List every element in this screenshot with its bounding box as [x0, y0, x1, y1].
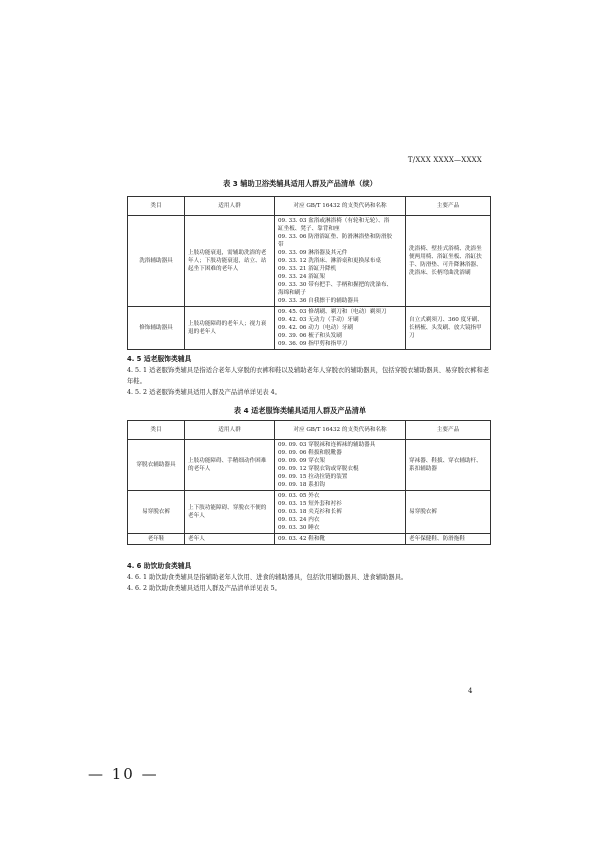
- table-row: [128, 440, 491, 491]
- products-cell: 穿袜器、鞋拔、穿衣辅助杆、系扣辅助器: [406, 440, 491, 491]
- code-line: 09. 03. 42 鞋和靴: [278, 536, 326, 542]
- code-line: 09. 33. 36 自我擦干的辅助器具: [278, 298, 359, 304]
- codes-cell: [275, 491, 406, 534]
- code-line: 带: [278, 242, 284, 248]
- paragraph: 4. 5. 1 适老服饰类辅具是指适合老年人穿脱的衣裤和鞋以及辅助老年人穿脱衣的辅助器具，包括穿脱衣辅助器具、易穿脱衣裤和老年鞋。: [127, 367, 490, 385]
- category-cell: 穿脱衣辅助器具: [128, 440, 185, 491]
- population-cell: 上下肢功能障碍、穿脱衣不便的老年人: [185, 491, 275, 534]
- document-code: T/XXX XXXX—XXXX: [407, 156, 482, 164]
- col-header-products: 主要产品: [406, 197, 491, 216]
- code-line: 09. 03. 18 夹克衫和长裤: [278, 509, 342, 515]
- products-cell: 洗浴椅、壁挂式浴椅、洗浴坐便两用椅、浴缸坐板、浴缸扶手、防滑垫、可升降淋浴器、洗浴床、长柄弯曲洗浴刷: [406, 216, 491, 307]
- code-line: 09. 03. 15 短外套和衬衫: [278, 501, 342, 507]
- population-cell: 上肢功能障碍的老年人；视力衰退的老年人: [185, 307, 275, 350]
- code-line: 09. 42. 03 无动力（手动）牙刷: [278, 317, 359, 323]
- code-line: 09. 33. 21 浴缸升降机: [278, 266, 337, 272]
- products-cell: 易穿脱衣裤: [406, 491, 491, 534]
- code-line: 09. 33. 12 洗浴床、淋浴桌和更换尿布桌: [278, 258, 381, 264]
- page-number: 4: [468, 687, 473, 695]
- col-header-codes: 对应 GB/T 16432 的支类代码和名称: [275, 421, 406, 440]
- products-cell: 老年保健鞋、防滑拖鞋: [406, 534, 491, 545]
- category-cell: 易穿脱衣裤: [128, 491, 185, 534]
- products-cell: 自立式剃须刀、360 度牙刷、长柄梳、头发刷、放大镜指甲刀: [406, 307, 491, 350]
- code-line: 09. 09. 12 穿脱衣钩或穿脱衣棍: [278, 466, 359, 472]
- col-header-category: 类目: [128, 421, 185, 440]
- col-header-products: 主要产品: [406, 421, 491, 440]
- code-line: 09. 33. 06 防滑浴缸垫、防滑淋浴垫和防滑胶: [278, 234, 393, 240]
- table-row: [128, 307, 491, 350]
- code-line: 09. 33. 30 带有把手、手柄和握把的洗澡布、: [278, 282, 393, 288]
- code-line: 09. 03. 05 外衣: [278, 493, 320, 499]
- population-cell: 上肢功能障碍、手精细动作困难的老年人: [185, 440, 275, 491]
- codes-cell: [275, 440, 406, 491]
- code-line: 09. 39. 06 梳子和头发刷: [278, 333, 342, 339]
- code-line: 09. 09. 18 系扣钩: [278, 482, 326, 488]
- code-line: 09. 09. 06 鞋拔和脱靴器: [278, 450, 342, 456]
- table-row: [128, 534, 491, 545]
- paragraph: 4. 6. 1 助饮助食类辅具是指辅助老年人饮用、进食的辅助器具，包括饮用辅助器具、进食辅助器具。: [127, 574, 408, 581]
- table3: [127, 196, 491, 350]
- code-line: 缸坐板、凳子、靠背和座: [278, 226, 340, 232]
- codes-cell: [275, 534, 406, 545]
- table4: [127, 420, 491, 545]
- code-line: 09. 42. 06 动力（电动）牙刷: [278, 325, 353, 331]
- population-cell: 上肢功能衰退，需辅助洗浴的老年人；下肢功能衰退，站立、站起坐下困难的老年人: [185, 216, 275, 307]
- code-line: 09. 33. 24 浴缸架: [278, 274, 326, 280]
- table4-header-row: [128, 421, 491, 440]
- code-line: 09. 33. 09 淋浴器及其元件: [278, 250, 348, 256]
- category-cell: 洗浴辅助器具: [128, 216, 185, 307]
- table3-header-row: [128, 197, 491, 216]
- category-cell: 老年鞋: [128, 534, 185, 545]
- footer-page-number: — 10 —: [88, 765, 159, 783]
- codes-cell: [275, 307, 406, 350]
- code-line: 09. 45. 03 修胡刷、剃刀和（电动）剃须刀: [278, 309, 387, 315]
- paragraph: 4. 5. 2 适老服饰类辅具适用人群及产品清单详见表 4。: [127, 389, 281, 396]
- paragraph: 4. 6. 2 助饮助食类辅具适用人群及产品清单详见表 5。: [127, 585, 281, 592]
- category-cell: 修饰辅助器具: [128, 307, 185, 350]
- section-heading: 4. 6 助饮助食类辅具: [127, 562, 192, 570]
- code-line: 09. 03. 24 内衣: [278, 517, 320, 523]
- codes-cell: [275, 216, 406, 307]
- code-line: 09. 09. 15 拉动拉链的装置: [278, 474, 348, 480]
- code-line: 09. 36. 09 指甲剪和指甲刀: [278, 341, 348, 347]
- table4-title: 表 4 适老服饰类辅具适用人群及产品清单: [233, 406, 367, 415]
- table-row: [128, 216, 491, 307]
- col-header-population: 适用人群: [185, 421, 275, 440]
- col-header-codes: 对应 GB/T 16432 的支类代码和名称: [275, 197, 406, 216]
- code-line: 09. 09. 09 穿衣架: [278, 458, 326, 464]
- section-heading: 4. 5 适老服饰类辅具: [127, 355, 192, 363]
- code-line: 09. 09. 03 穿脱袜和连裤袜的辅助器具: [278, 442, 376, 448]
- table-row: [128, 491, 491, 534]
- col-header-category: 类目: [128, 197, 185, 216]
- code-line: 海绵和刷子: [278, 290, 306, 296]
- code-line: 09. 03. 30 睡衣: [278, 525, 320, 531]
- code-line: 09. 33. 03 盆浴或淋浴椅（有轮和无轮）、浴: [278, 218, 390, 224]
- col-header-population: 适用人群: [185, 197, 275, 216]
- table3-title: 表 3 辅助卫浴类辅具适用人群及产品清单（续）: [223, 179, 377, 188]
- population-cell: 老年人: [185, 534, 275, 545]
